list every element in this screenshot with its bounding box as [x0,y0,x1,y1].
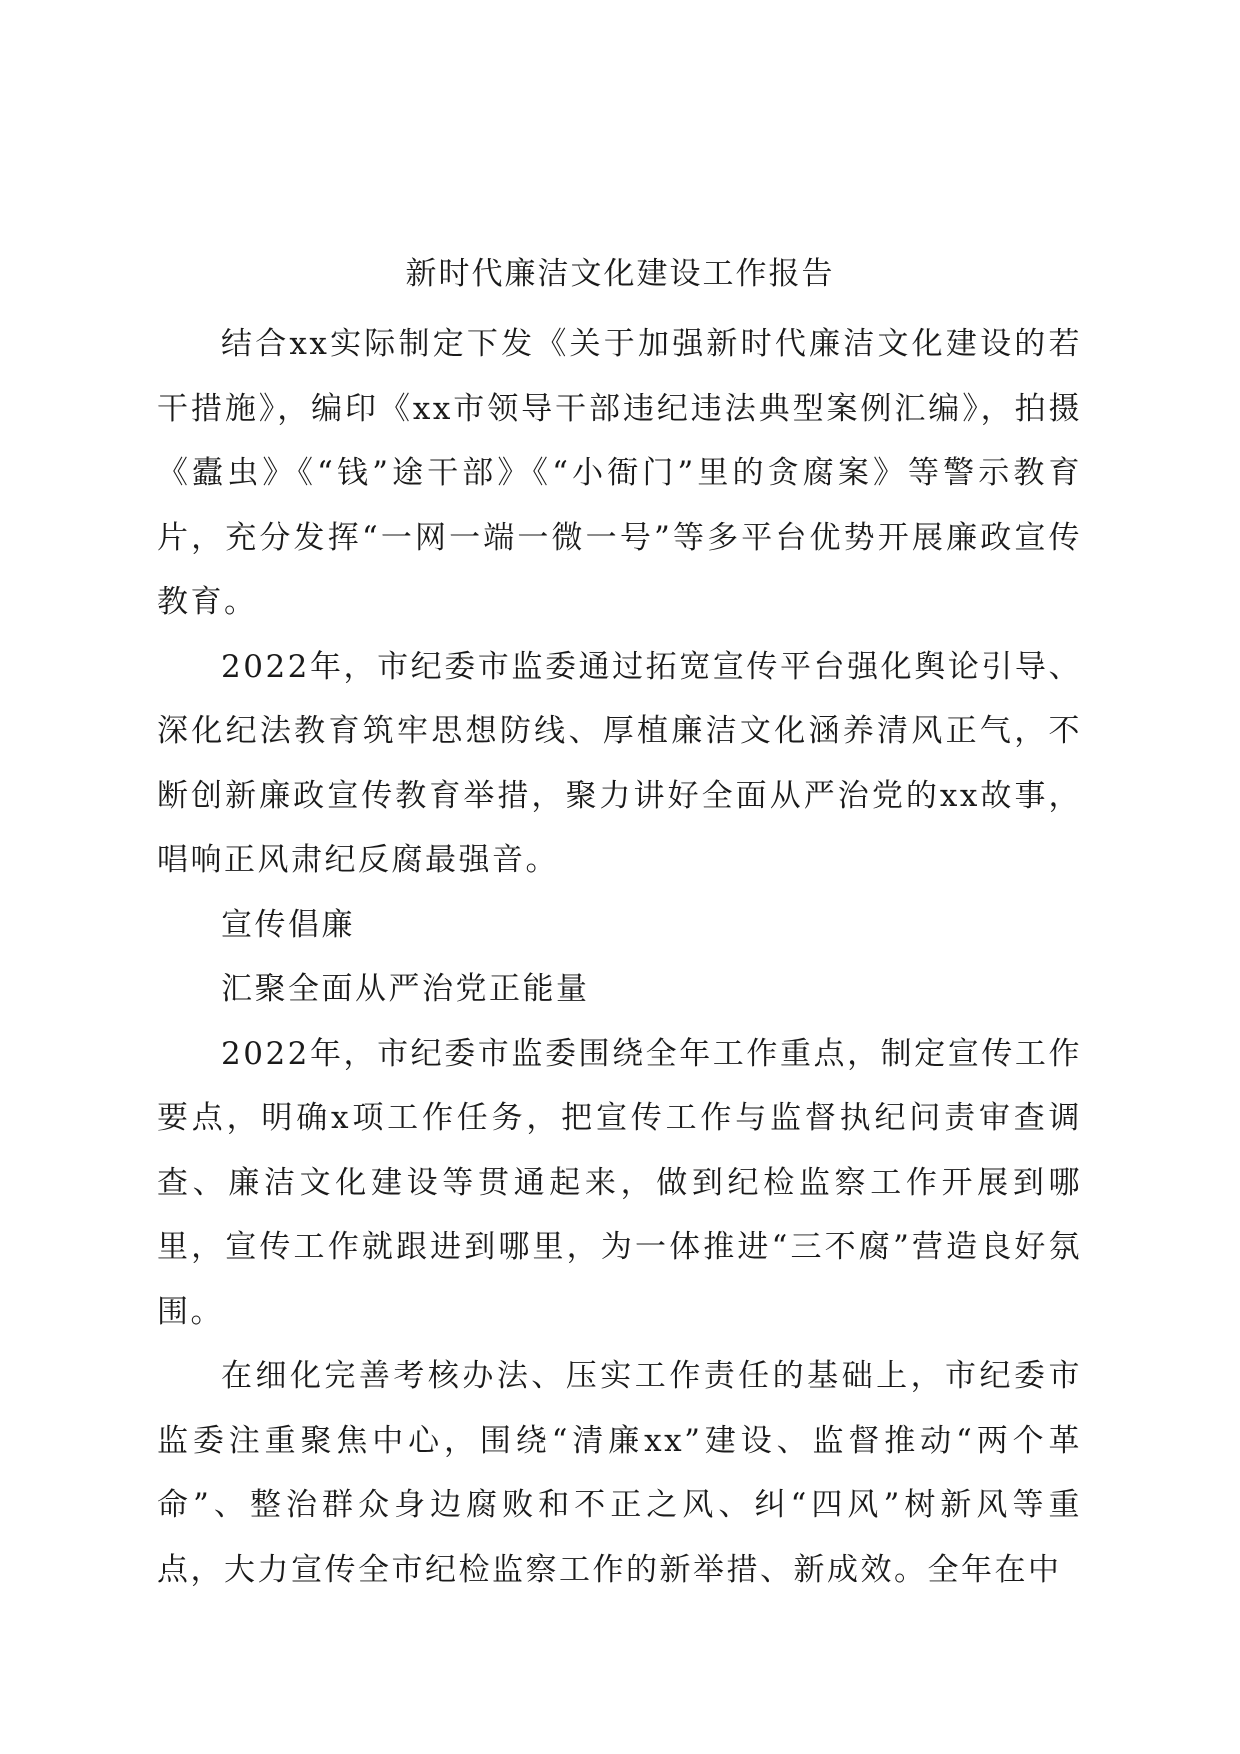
paragraph: 2022年，市纪委市监委围绕全年工作重点，制定宣传工作要点，明确x项工作任务，把宣传工作与监督执纪问责审查调查、廉洁文化建设等贯通起来，做到纪检监察工作开展到哪里，宣传工作就跟进到哪里，为一体推进“三不腐”营造良好氛围。 [157,1035,1082,1330]
section-heading: 宣传倡廉 [221,906,355,943]
document-body [157,312,1082,1602]
paragraph: 2022年，市纪委市监委通过拓宽宣传平台强化舆论引导、深化纪法教育筑牢思想防线、厚植廉洁文化涵养清风正气，不断创新廉政宣传教育举措，聚力讲好全面从严治党的xx故事，唱响正风肃纪反腐最强音。 [157,648,1082,878]
document-title: 新时代廉洁文化建设工作报告 [405,256,835,292]
paragraph: 在细化完善考核办法、压实工作责任的基础上，市纪委市监委注重聚焦中心，围绕“清廉xx”建设、监督推动“两个革命”、整治群众身边腐败和不正之风、纠“四风”树新风等重点，大力宣传全市纪检监察工作的新举措、新成效。全年在中 [157,1358,1082,1588]
section-subheading: 汇聚全面从严治党正能量 [221,971,590,1007]
paragraph: 结合xx实际制定下发《关于加强新时代廉洁文化建设的若干措施》，编印《xx市领导干部违纪违法典型案例汇编》，拍摄《蠹虫》《“钱”途干部》《“小衙门”里的贪腐案》等警示教育片，充分发挥“一网一端一微一号”等多平台优势开展廉政宣传教育。 [157,326,1082,620]
